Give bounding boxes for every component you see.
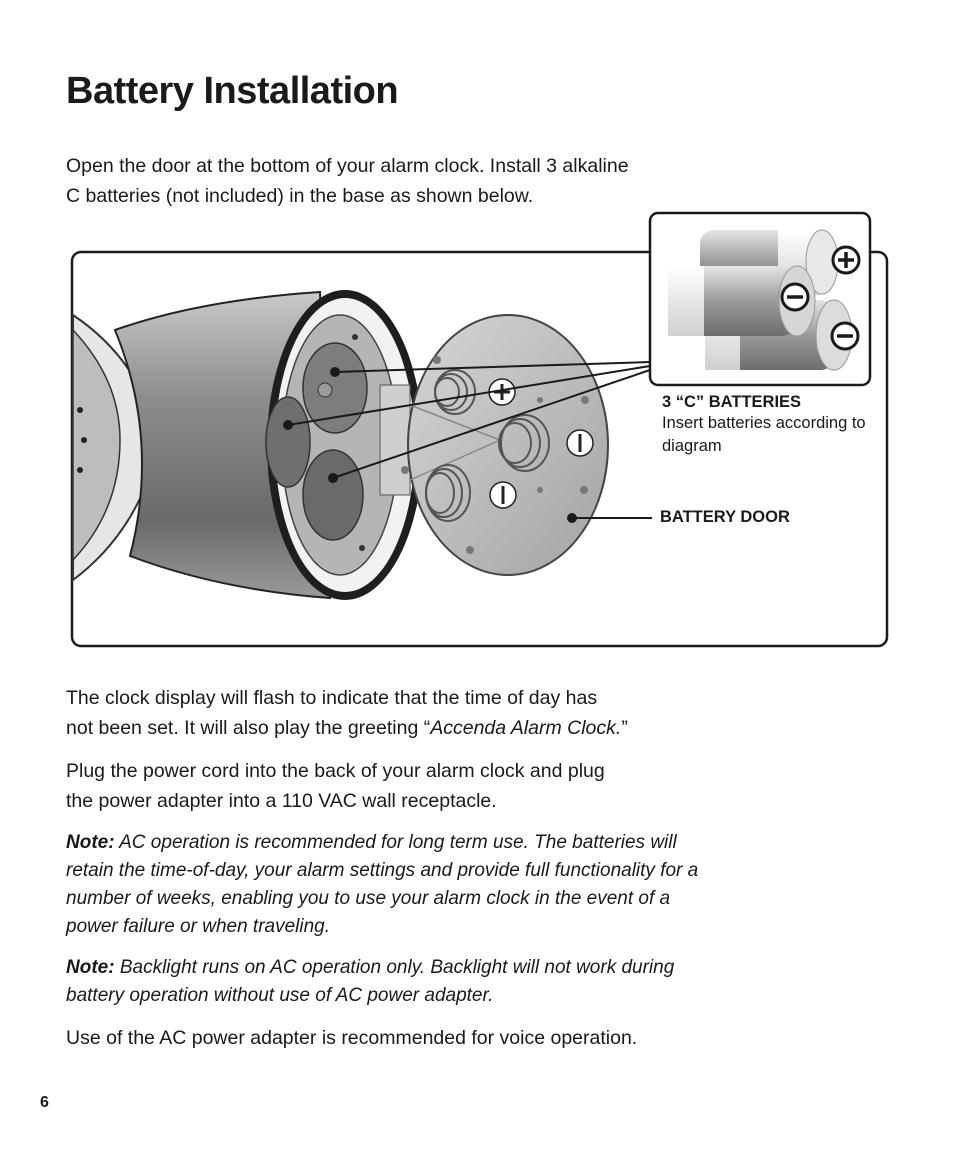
voice-operation-paragraph: Use of the AC power adapter is recommended for voice operation.	[66, 1027, 638, 1049]
note2-text: Backlight runs on AC operation only. Backlight will not work during battery operation without use of AC power adapter.	[66, 957, 675, 1006]
para1-line-1: The clock display will flash to indicate that the time of day has	[66, 687, 598, 709]
note-label: Note:	[66, 957, 115, 978]
greeting-text: Accenda Alarm Clock.	[430, 717, 622, 739]
power-cord-paragraph	[66, 756, 706, 816]
battery-door-callout	[660, 508, 790, 527]
batteries-callout-title: 3 “C” BATTERIES	[662, 393, 802, 411]
intro-line-1: Open the door at the bottom of your alarm clock. Install 3 alkaline	[66, 155, 629, 177]
batteries-callout	[662, 393, 882, 458]
note1-text: AC operation is recommended for long term use. The batteries will retain the time-of-day, your alarm settings and provide full functionality for a number of weeks, enabling you to use your alarm clock in the event of a power failure or when traveling.	[66, 832, 699, 937]
para1-line-2-pre: not been set. It will also play the greeting “	[66, 717, 431, 739]
battery-door-label: BATTERY DOOR	[660, 508, 790, 526]
batteries-inset	[650, 213, 870, 385]
battery-minus-icon	[782, 284, 808, 310]
batteries-callout-description: Insert batteries according to diagram	[662, 414, 866, 455]
battery-minus-icon	[832, 323, 858, 349]
display-flash-paragraph	[66, 683, 706, 743]
battery-plus-icon	[833, 247, 859, 273]
intro-line-2: C batteries (not included) in the base as shown below.	[66, 185, 534, 207]
para2-line-1: Plug the power cord into the back of your alarm clock and plug	[66, 760, 605, 782]
page-number: 6	[40, 1094, 49, 1111]
para1-line-2-post: ”	[621, 717, 628, 739]
para2-line-2: the power adapter into a 110 VAC wall receptacle.	[66, 790, 497, 812]
note-label: Note:	[66, 832, 115, 853]
backlight-note	[66, 954, 706, 1010]
page-title: Battery Installation	[66, 70, 399, 112]
ac-operation-note	[66, 829, 706, 941]
